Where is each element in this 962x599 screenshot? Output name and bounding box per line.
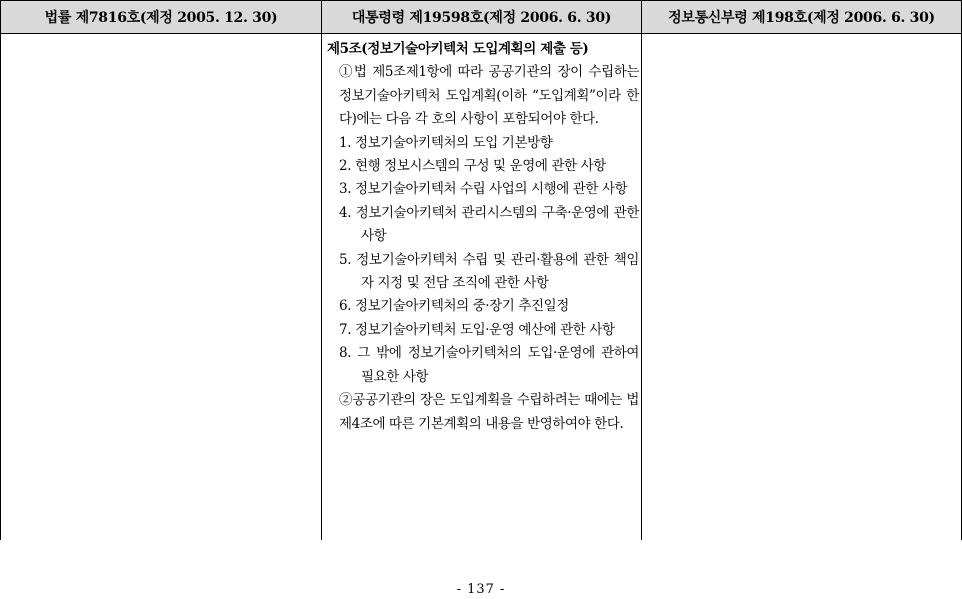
list-item: 7. 정보기술아키텍처 도입·운영 예산에 관한 사항 — [339, 321, 615, 338]
page-number: - 137 - — [456, 582, 506, 597]
column-law — [0, 33, 322, 540]
list-item: 1. 정보기술아키텍처의 도입 기본방향 — [339, 134, 553, 151]
list-item: 5. 정보기술아키텍처 수립 및 관리·활용에 관한 책임자 지정 및 전담 조직에 관한 사항 — [339, 251, 639, 292]
list-item: 2. 현행 정보시스템의 구성 및 운영에 관한 사항 — [339, 158, 606, 175]
article-content — [327, 38, 639, 436]
list-item: 8. 그 밖에 정보기술아키텍처의 도입·운영에 관하여 필요한 사항 — [339, 345, 639, 385]
column-ministry-ordinance — [641, 33, 962, 540]
article-title: 제5조(정보기술아키텍처 도입계획의 제출 등) — [327, 41, 589, 57]
header-law: 법률 제7816호(제정 2005. 12. 30) — [0, 0, 322, 34]
header-ministry-ordinance: 정보통신부령 제198호(제정 2006. 6. 30) — [641, 0, 962, 34]
list-item: 4. 정보기술아키텍처 관리시스템의 구축·운영에 관한 사항 — [339, 204, 639, 245]
header-presidential-decree: 대통령령 제19598호(제정 2006. 6. 30) — [321, 0, 642, 34]
list-item: 6. 정보기술아키텍처의 중·장기 추진일정 — [339, 298, 569, 315]
article-paragraph-1: ①법 제5조제1항에 따라 공공기관의 장이 수립하는 정보기술아키텍처 도입계획(이하 “도입계획”이라 한다)에는 다음 각 호의 사항이 포함되어야 한다. — [339, 64, 639, 128]
article-paragraph-2: ②공공기관의 장은 도입계획을 수립하려는 때에는 법 제4조에 따른 기본계획의 내용을 반영하여야 한다. — [339, 392, 639, 432]
list-item: 3. 정보기술아키텍처 수립 사업의 시행에 관한 사항 — [339, 181, 628, 198]
